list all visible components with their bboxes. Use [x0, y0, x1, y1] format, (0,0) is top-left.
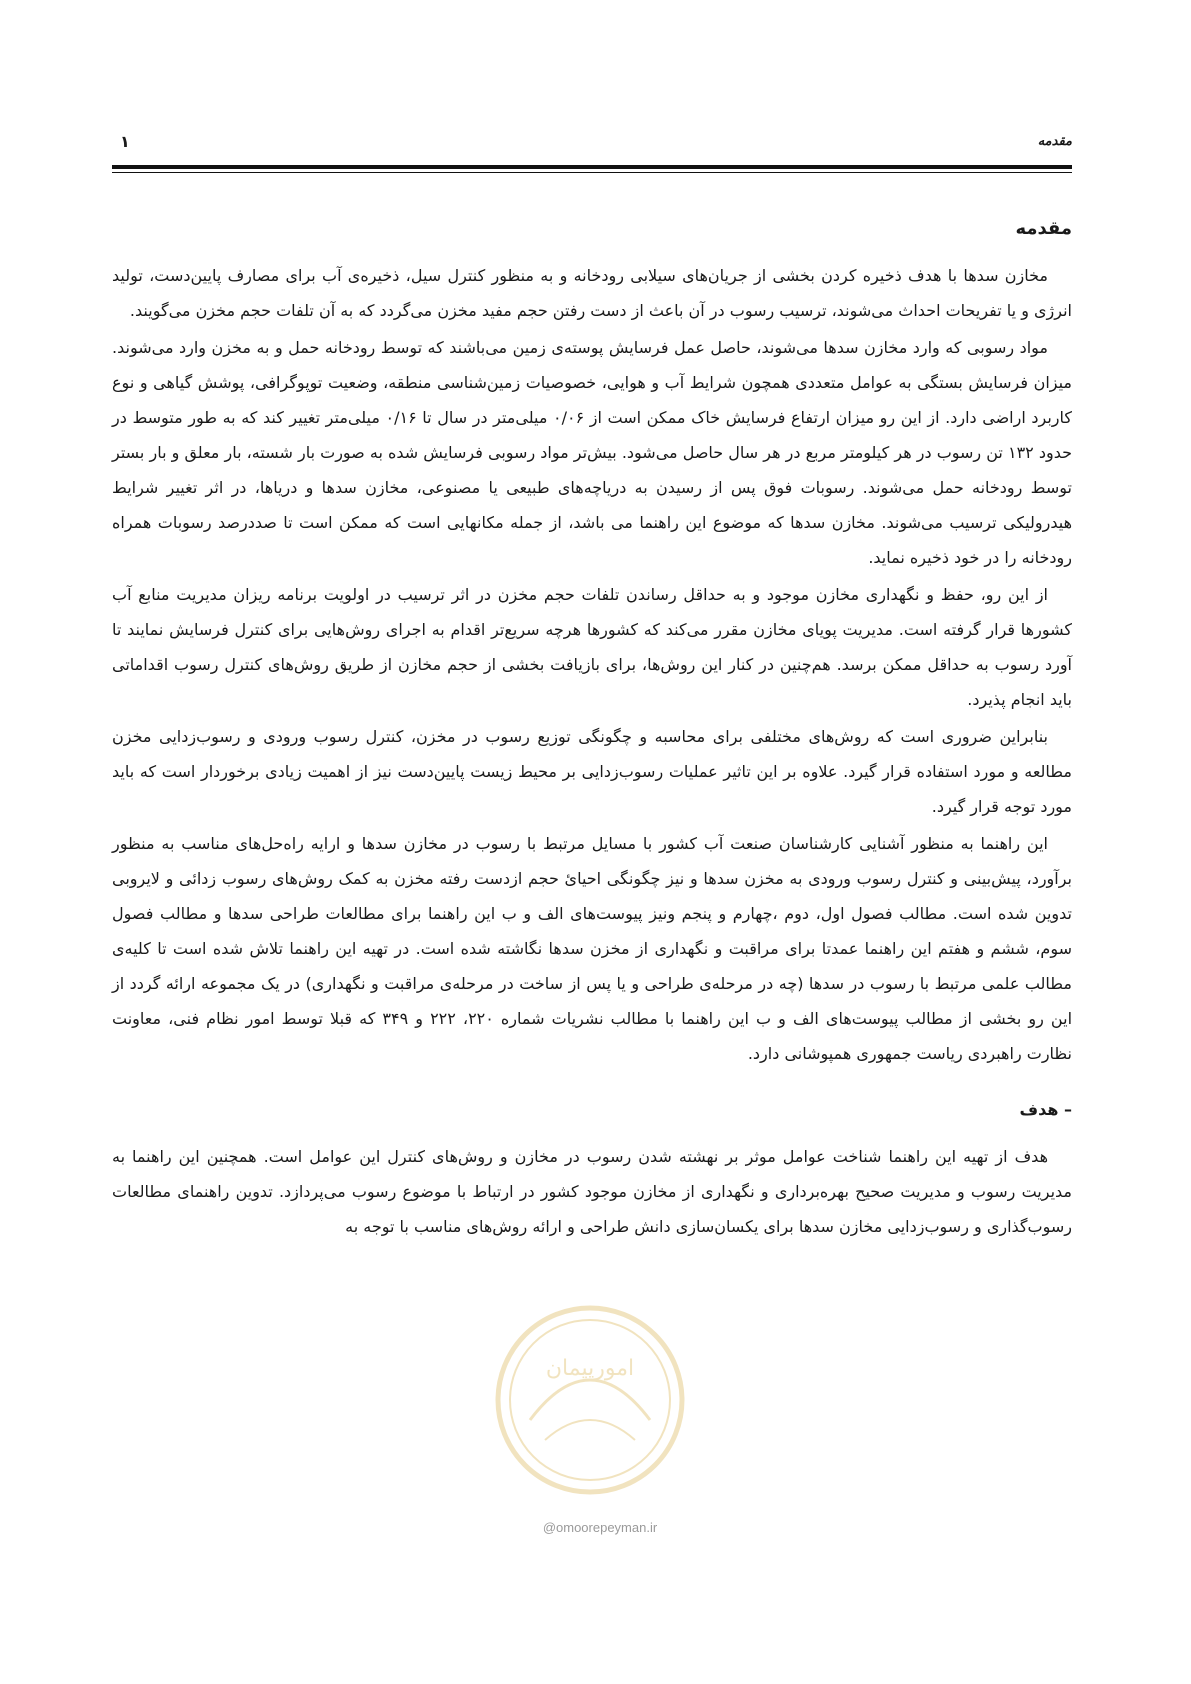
svg-text:امورپیمان: امورپیمان [545, 1356, 635, 1381]
running-header [112, 128, 1072, 158]
page-number: ۱ [120, 132, 130, 151]
goal-heading: – هدف [1019, 1100, 1072, 1119]
running-title: مقدمه [1037, 134, 1072, 149]
intro-paragraph-3: از این رو، حفظ و نگهداری مخازن موجود و به حداقل رساندن تلفات حجم مخزن در اثر ترسیب در اولویت برنامه ریزان مدیریت منابع آب کشورها قرار گرفته است. مدیریت پویای مخازن مقرر می‌کند که کشورها هرچه سریع‌تر اقدام به اجرای روش‌هایی برای کنترل فرسایش نمایند تا آورد رسوب به حداقل ممکن برسد. هم‌چنین در کنار این روش‌ها، برای بازیافت بخشی از حجم مخازن از طریق روش‌های کنترل رسوب اقداماتی باید انجام پذیرد. [112, 585, 1072, 709]
header-rule [112, 165, 1072, 169]
watermark-url: @omoorepeyman.ir [542, 1520, 658, 1535]
body-content [112, 214, 1072, 1246]
goal-paragraph: هدف از تهیه این راهنما شناخت عوامل موثر بر نهشته شدن رسوب در مخازن و روش‌های کنترل این عوامل است. همچنین این راهنما به مدیریت رسوب و مدیریت صحیح بهره‌برداری و نگهداری از مخازن موجود کشور در ارتباط با موضوع رسوب می‌پردازد. تدوین راهنمای مطالعات رسوب‌گذاری و رسوب‌زدایی مخازن سدها برای یکسان‌سازی دانش طراحی و ارائه روش‌های مناسب با توجه به [112, 1147, 1072, 1236]
intro-paragraph-1: مخازن سدها با هدف ذخیره کردن بخشی از جریان‌های سیلابی رودخانه و به منظور کنترل سیل، ذخیره‌ی آب برای مصارف پایین‌دست، تولید انرژی و یا تفریحات احداث می‌شوند، ترسیب رسوب در آن باعث از دست رفتن حجم مفید مخزن می‌گردد که به آن تلفات حجم مخزن می‌گویند. [112, 266, 1072, 320]
intro-heading: مقدمه [1015, 218, 1072, 239]
header-rule-thin [112, 172, 1072, 173]
intro-paragraph-4: بنابراین ضروری است که روش‌های مختلفی برای محاسبه و چگونگی توزیع رسوب در مخزن، کنترل رسوب ورودی و رسوب‌زدایی مخزن مطالعه و مورد استفاده قرار گیرد. علاوه بر این تاثیر عملیات رسوب‌زدایی بر محیط زیست پایین‌دست نیز از اهمیت زیادی برخوردار است که باید مورد توجه قرار گیرد. [112, 727, 1072, 816]
watermark-seal-icon [490, 1300, 690, 1500]
intro-paragraph-2: مواد رسوبی که وارد مخازن سدها می‌شوند، حاصل عمل فرسایش پوسته‌ی زمین می‌باشند که توسط رودخانه حمل و به مخزن وارد می‌شوند. میزان فرسایش بستگی به عوامل متعددی همچون شرایط آب و هوایی، خصوصیات زمین‌شناسی منطقه، وضعیت توپوگرافی، پوشش گیاهی و نوع کاربرد اراضی دارد. از این رو میزان ارتفاع فرسایش خاک ممکن است از ۰/۰۶ میلی‌متر در سال تا ۰/۱۶ میلی‌متر تغییر کند که به طور متوسط در حدود ۱۳۲ تن رسوب در هر کیلومتر مربع در هر سال حاصل می‌شود. بیش‌تر مواد رسوبی فرسایش شده به صورت بار شسته، بار معلق و بار بستر توسط رودخانه حمل می‌شوند. رسوبات فوق پس از رسیدن به دریاچه‌های طبیعی یا مصنوعی، مخازن سدها و دریاها، در اثر تغییر شرایط هیدرولیکی ترسیب می‌شوند. مخازن سدها که موضوع این راهنما می باشد، از جمله مکانهایی است که ممکن است تا صددرصد رسوبات همراه رودخانه را در خود ذخیره نماید. [112, 338, 1073, 567]
intro-paragraph-5: این راهنما به منظور آشنایی کارشناسان صنعت آب کشور با مسایل مرتبط با رسوب در مخازن سدها و ارایه راه‌حل‌های مناسب به منظور برآورد، پیش‌بینی و کنترل رسوب ورودی به مخزن سدها و نیز چگونگی احیائ حجم ازدست رفته مخزن به کمک روش‌های رسوب زدائی و لایروبی تدوین شده است. مطالب فصول اول، دوم ،چهارم و پنجم ونیز پیوست‌های الف و ب این راهنما برای مطالعات طراحی سدها و مطالب فصول سوم، ششم و هفتم این راهنما عمدتا برای مراقبت و نگهداری از مخزن سدها نگاشته شده است. در تهیه این راهنما تلاش شده است تا کلیه‌ی مطالب علمی مرتبط با رسوب در سدها (چه در مرحله‌ی طراحی و یا پس از ساخت در مرحله‌ی مراقبت و نگهداری) در یک مجموعه ارائه گردد از این رو بخشی از مطالب پیوست‌های الف و ب این راهنما با مطالب نشریات شماره ۲۲۰، ۲۲۲ و ۳۴۹ که قبلا توسط امور نظام فنی، معاونت نظارت راهبردی ریاست جمهوری همپوشانی دارد. [112, 834, 1073, 1063]
